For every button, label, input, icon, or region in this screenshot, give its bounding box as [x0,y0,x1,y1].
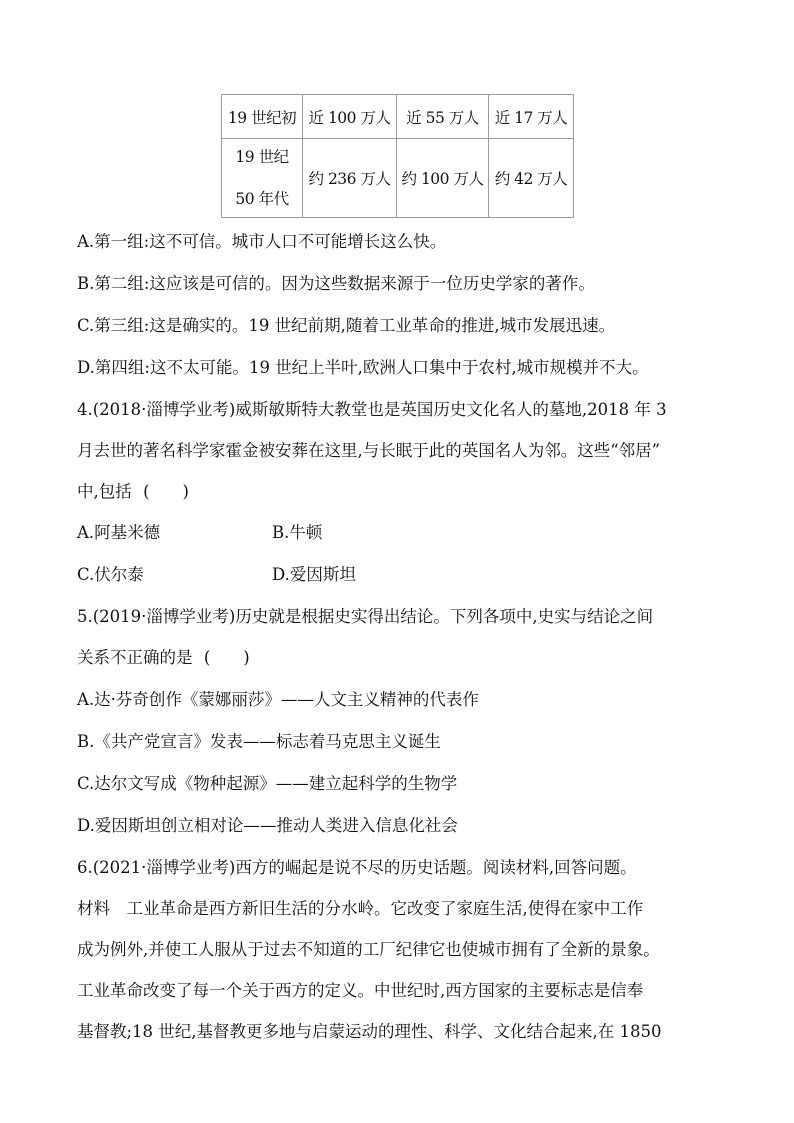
option-a: A.达·芬奇创作《蒙娜丽莎》——人文主义精神的代表作 [77,690,479,709]
options-row [77,522,477,544]
table-cell-line: 50 年代 [235,190,289,208]
question-stem: 4.(2018·淄博学业考)威斯敏斯特大教堂也是英国历史文化名人的墓地,2018 年 3 [77,400,667,419]
question-stem-text: 关系不正确的是 [77,648,193,667]
table-cell-line: 19 世纪 [235,148,289,166]
question-stem: 月去世的著名科学家霍金被安葬在这里,与长眠于此的英国名人为邻。这些“邻居” [77,441,661,460]
option-b: B.牛顿 [272,523,323,542]
table-cell: 约 42 万人 [489,139,574,218]
answer-blank: ( ) [203,648,250,667]
table-cell: 近 55 万人 [397,95,489,139]
option-d: D.爱因斯坦创立相对论——推动人类进入信息化社会 [77,816,458,835]
table-row [222,139,574,218]
option-c: C.伏尔泰 [77,565,144,584]
material-line: 基督教;18 世纪,基督教更多地与启蒙运动的理性、科学、文化结合起来,在 1850 [77,1022,662,1041]
option-c: C.达尔文写成《物种起源》——建立起科学的生物学 [77,774,458,793]
material-line: 工业革命改变了每一个关于西方的定义。中世纪时,西方国家的主要标志是信奉 [77,981,644,1000]
table-row [222,95,574,139]
table-cell [222,139,303,218]
option-d: D.第四组:这不太可能。19 世纪上半叶,欧洲人口集中于农村,城市规模并不大。 [77,358,649,377]
options-row [77,564,477,586]
question-stem [77,647,256,669]
answer-blank: ( ) [143,482,189,501]
table-cell: 19 世纪初 [222,95,303,139]
material-line: 成为例外,并使工人服从于过去不知道的工厂纪律它也使城市拥有了全新的景象。 [77,940,660,959]
table-cell: 近 100 万人 [303,95,397,139]
option-a: A.阿基米德 [77,523,161,542]
option-d: D.爱因斯坦 [272,565,356,584]
question-stem: 5.(2019·淄博学业考)历史就是根据史实得出结论。下列各项中,史实与结论之间 [77,607,654,626]
question-stem [77,481,195,503]
option-c: C.第三组:这是确实的。19 世纪前期,随着工业革命的推进,城市发展迅速。 [77,316,616,335]
material-line: 材料 工业革命是西方新旧生活的分水岭。它改变了家庭生活,使得在家中工作 [77,899,644,918]
population-table [221,94,574,218]
table-cell: 约 236 万人 [303,139,397,218]
option-b: B.《共产党宣言》发表——标志着马克思主义诞生 [77,732,441,751]
question-stem: 6.(2021·淄博学业考)西方的崛起是说不尽的历史话题。阅读材料,回答问题。 [77,858,637,877]
question-stem-text: 中,包括 [77,482,132,501]
table-cell: 约 100 万人 [397,139,489,218]
option-a: A.第一组:这不可信。城市人口不可能增长这么快。 [77,232,447,251]
table-cell: 近 17 万人 [489,95,574,139]
option-b: B.第二组:这应该是可信的。因为这些数据来源于一位历史学家的著作。 [77,274,595,293]
